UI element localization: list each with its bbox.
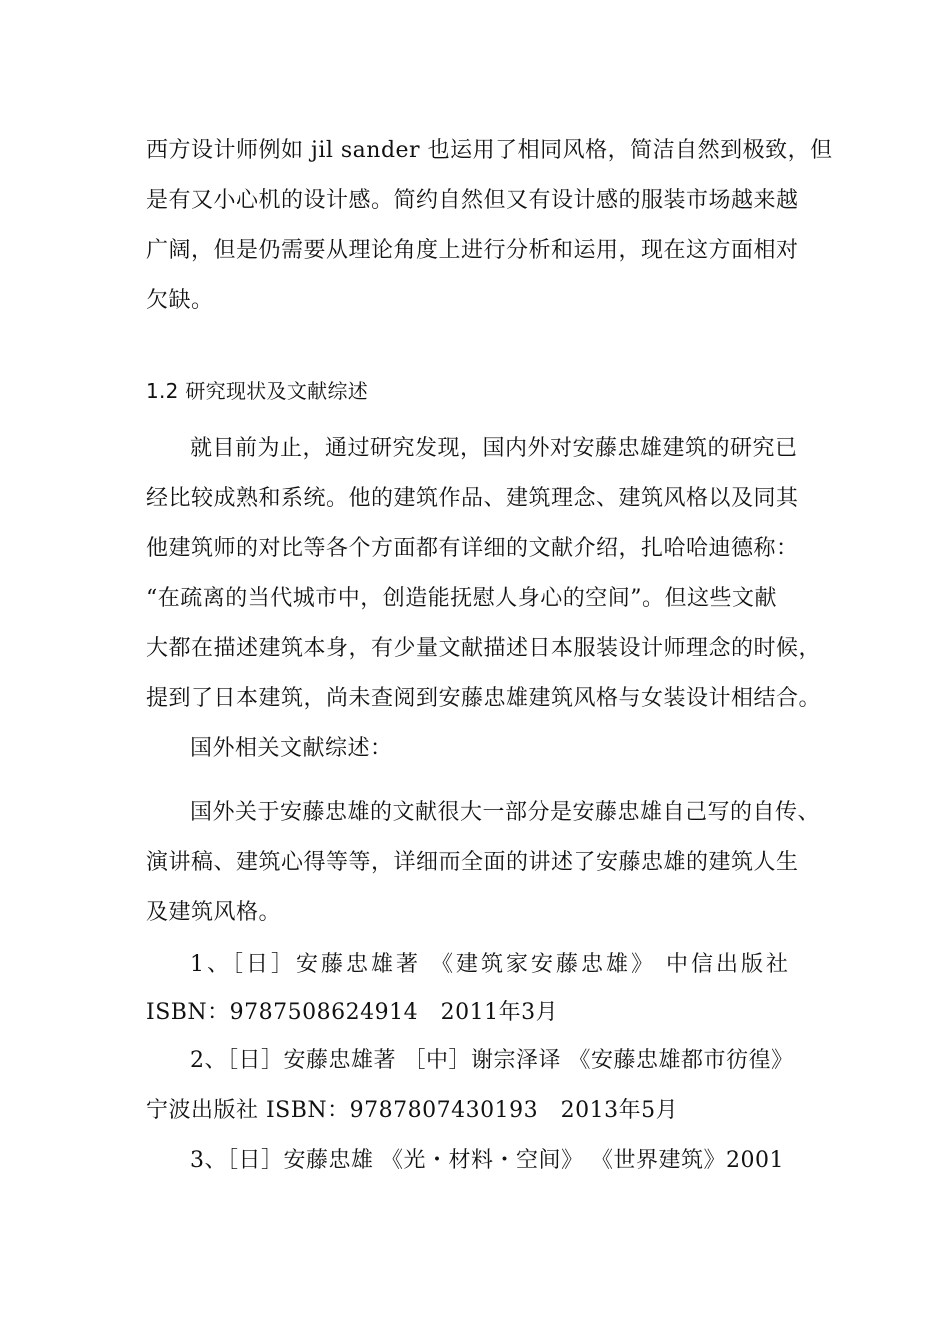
intro-line-3: 广阔，但是仍需要从理论角度上进行分析和运用，现在这方面相对 (146, 238, 799, 263)
section-heading: 1.2 研究现状及文献综述 (146, 379, 369, 403)
reference-1-line-1: 1、［日］安藤忠雄著 《建筑家安藤忠雄》 中信出版社 (190, 952, 791, 977)
reference-2-line-1: 2、［日］安藤忠雄著 ［中］谢宗泽译 《安藤忠雄都市彷徨》 (190, 1048, 794, 1073)
research-line-6: 提到了日本建筑，尚未查阅到安藤忠雄建筑风格与女装设计相结合。 (146, 686, 822, 711)
research-line-1: 就目前为止，通过研究发现，国内外对安藤忠雄建筑的研究已 (190, 436, 798, 461)
reference-1-line-2: ISBN：9787508624914 2011年3月 (146, 1000, 559, 1025)
intro-line-2: 是有又小心机的设计感。简约自然但又有设计感的服装市场越来越 (146, 188, 799, 213)
research-line-3: 他建筑师的对比等各个方面都有详细的文献介绍，扎哈哈迪德称： (146, 536, 799, 561)
intro-line-4: 欠缺。 (146, 288, 214, 313)
intro-line-1: 西方设计师例如 jil sander 也运用了相同风格，简洁自然到极致，但 (146, 138, 833, 163)
foreign-line-3: 及建筑风格。 (146, 900, 282, 925)
foreign-line-1: 国外关于安藤忠雄的文献很大一部分是安藤忠雄自己写的自传、 (190, 800, 821, 825)
research-line-5: 大都在描述建筑本身，有少量文献描述日本服装设计师理念的时候， (146, 636, 822, 661)
reference-3-line-1: 3、［日］安藤忠雄 《光・材料・空间》 《世界建筑》2001 (190, 1148, 784, 1173)
reference-2-line-2: 宁波出版社 ISBN：9787807430193 2013年5月 (146, 1098, 679, 1123)
research-line-4: “在疏离的当代城市中，创造能抚慰人身心的空间”。但这些文献 (146, 586, 777, 611)
research-line-2: 经比较成熟和系统。他的建筑作品、建筑理念、建筑风格以及同其 (146, 486, 799, 511)
foreign-literature-subheading: 国外相关文献综述： (190, 736, 393, 761)
foreign-line-2: 演讲稿、建筑心得等等，详细而全面的讲述了安藤忠雄的建筑人生 (146, 850, 799, 875)
